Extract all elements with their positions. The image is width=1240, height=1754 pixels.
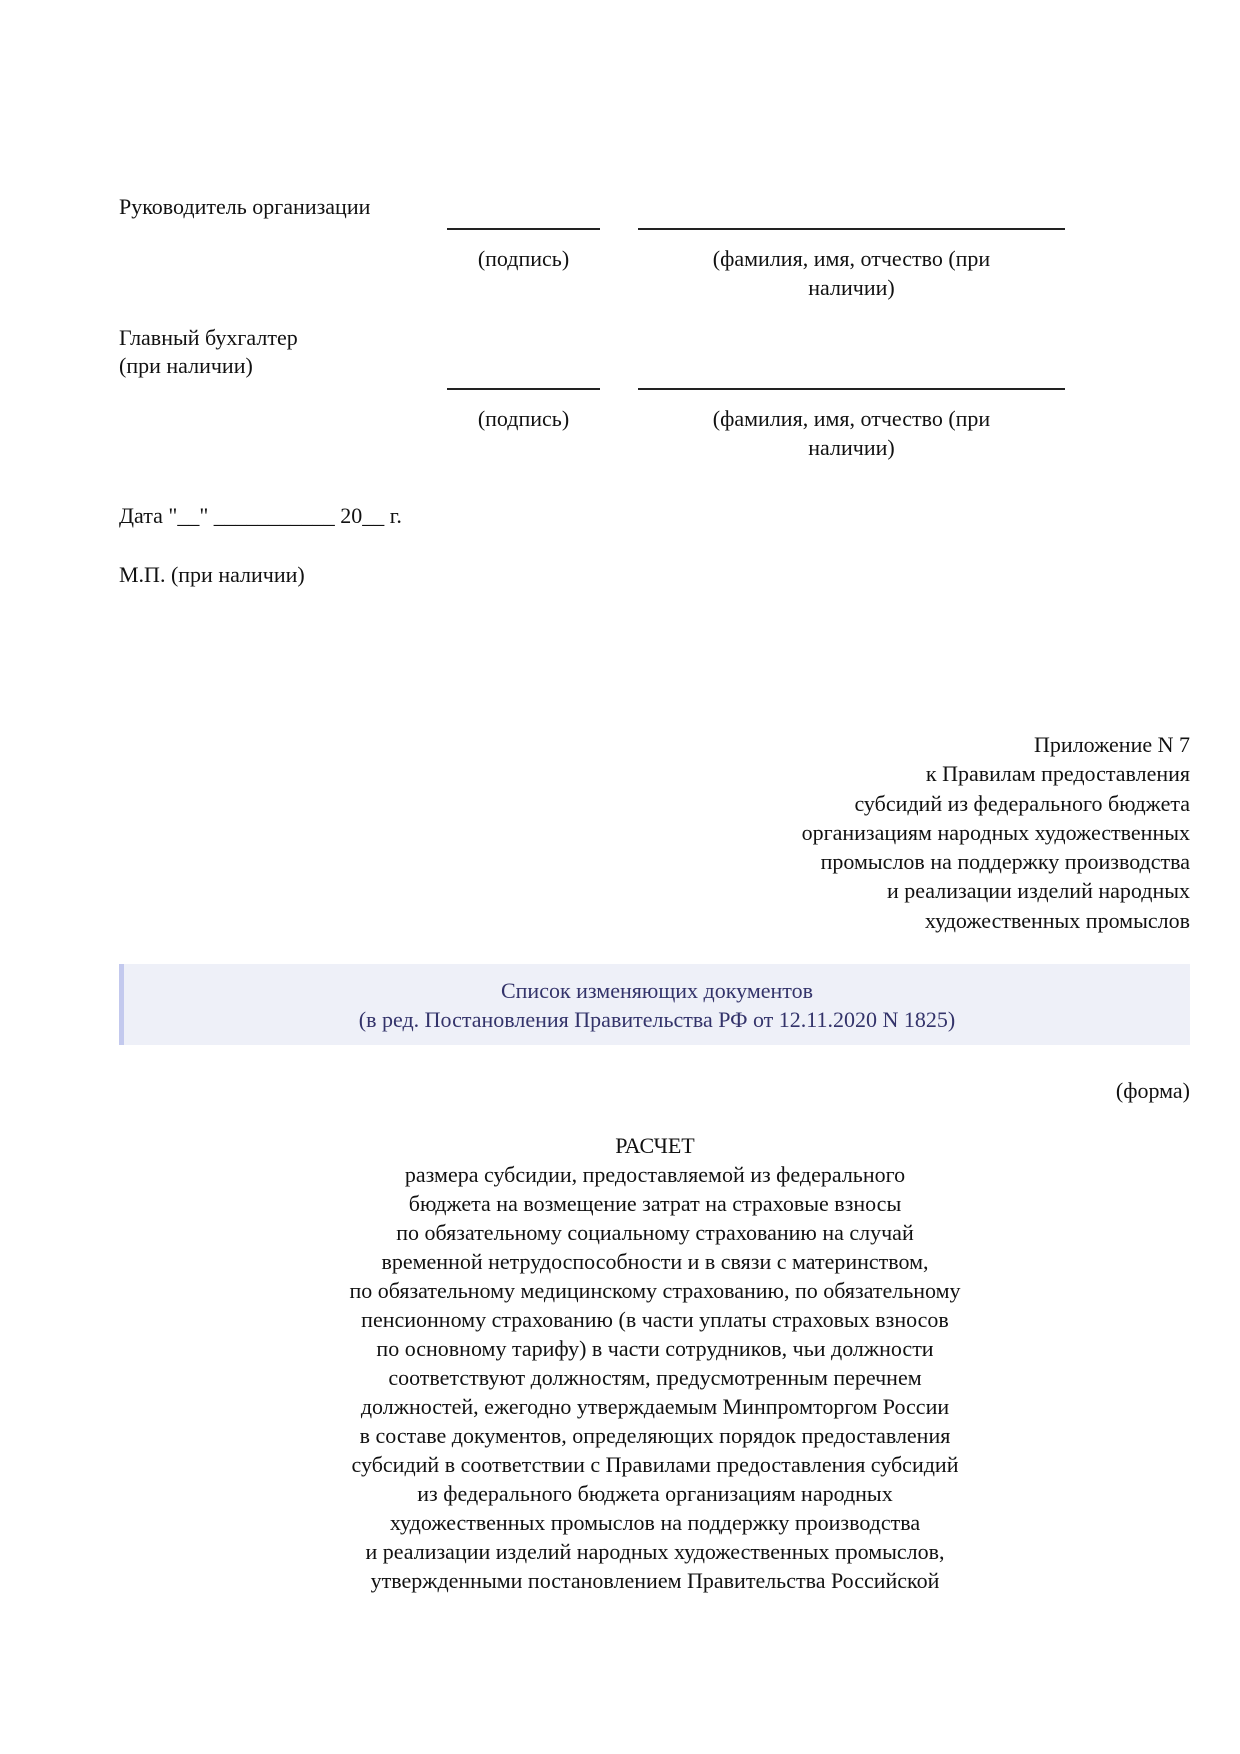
- head-signature-caption: (подпись): [477, 246, 570, 271]
- calculation-line: по обязательному медицинскому страхованию, по обязательному: [349, 1278, 961, 1303]
- calculation-line: соответствуют должностям, предусмотренным перечнем: [388, 1365, 922, 1390]
- appendix-line: художественных промыслов: [924, 907, 1190, 933]
- head-signature-line: [447, 228, 600, 230]
- appendix-line: к Правилам предоставления: [925, 761, 1190, 787]
- calculation-line: пенсионному страхованию (в части уплаты страховых взносов: [361, 1307, 949, 1332]
- appendix-line: субсидий из федерального бюджета: [854, 790, 1190, 816]
- appendix-line: Приложение N 7: [1034, 732, 1190, 757]
- head-name-caption-2: наличии): [808, 275, 895, 300]
- accountant-name-caption-2: наличии): [808, 435, 895, 460]
- calculation-line: художественных промыслов на поддержку производства: [389, 1510, 921, 1535]
- head-name-line: [638, 228, 1065, 230]
- calculation-line: утвержденными постановлением Правительства Российской: [370, 1568, 940, 1593]
- calculation-line: бюджета на возмещение затрат на страховые взносы: [408, 1191, 902, 1216]
- calculation-line: должностей, ежегодно утверждаемым Минпромторгом России: [360, 1394, 950, 1419]
- appendix-line: организациям народных художественных: [801, 819, 1190, 845]
- calculation-line: размера субсидии, предоставляемой из федерального: [404, 1162, 906, 1187]
- calculation-line: в составе документов, определяющих порядок предоставления: [359, 1423, 951, 1448]
- date-line: Дата "__" ___________ 20__ г.: [119, 503, 402, 528]
- changes-box: [119, 964, 1190, 1045]
- appendix-header: [802, 730, 1190, 935]
- changes-reference-link[interactable]: (в ред. Постановления Правительства РФ от 12.11.2020 N 1825): [358, 1007, 956, 1032]
- calculation-line: по обязательному социальному страхованию на случай: [396, 1220, 914, 1245]
- calculation-line: по основному тарифу) в части сотрудников, чьи должности: [376, 1336, 934, 1361]
- appendix-line: промыслов на поддержку производства: [820, 849, 1190, 875]
- calculation-line: из федерального бюджета организациям народных: [417, 1481, 893, 1506]
- accountant-label-note: (при наличии): [119, 353, 253, 378]
- calculation-title: РАСЧЕТ: [615, 1133, 695, 1158]
- accountant-name-line: [638, 388, 1065, 390]
- head-name-caption-1: (фамилия, имя, отчество (при: [712, 246, 991, 271]
- stamp-label: М.П. (при наличии): [119, 562, 305, 587]
- accountant-signature-line: [447, 388, 600, 390]
- calculation-line: и реализации изделий народных художественных промыслов,: [365, 1539, 945, 1564]
- calculation-line: временной нетрудоспособности и в связи с материнством,: [381, 1249, 929, 1274]
- changes-title: Список изменяющих документов: [500, 978, 813, 1003]
- head-label: Руководитель организации: [119, 194, 371, 219]
- calculation-line: субсидий в соответствии с Правилами предоставления субсидий: [351, 1452, 959, 1477]
- accountant-label: Главный бухгалтер: [119, 325, 298, 350]
- appendix-line: и реализации изделий народных: [887, 878, 1190, 904]
- form-label: (форма): [1115, 1078, 1190, 1103]
- accountant-signature-caption: (подпись): [477, 406, 570, 431]
- accountant-name-caption-1: (фамилия, имя, отчество (при: [712, 406, 991, 431]
- calculation-title-block: [0, 1131, 1240, 1595]
